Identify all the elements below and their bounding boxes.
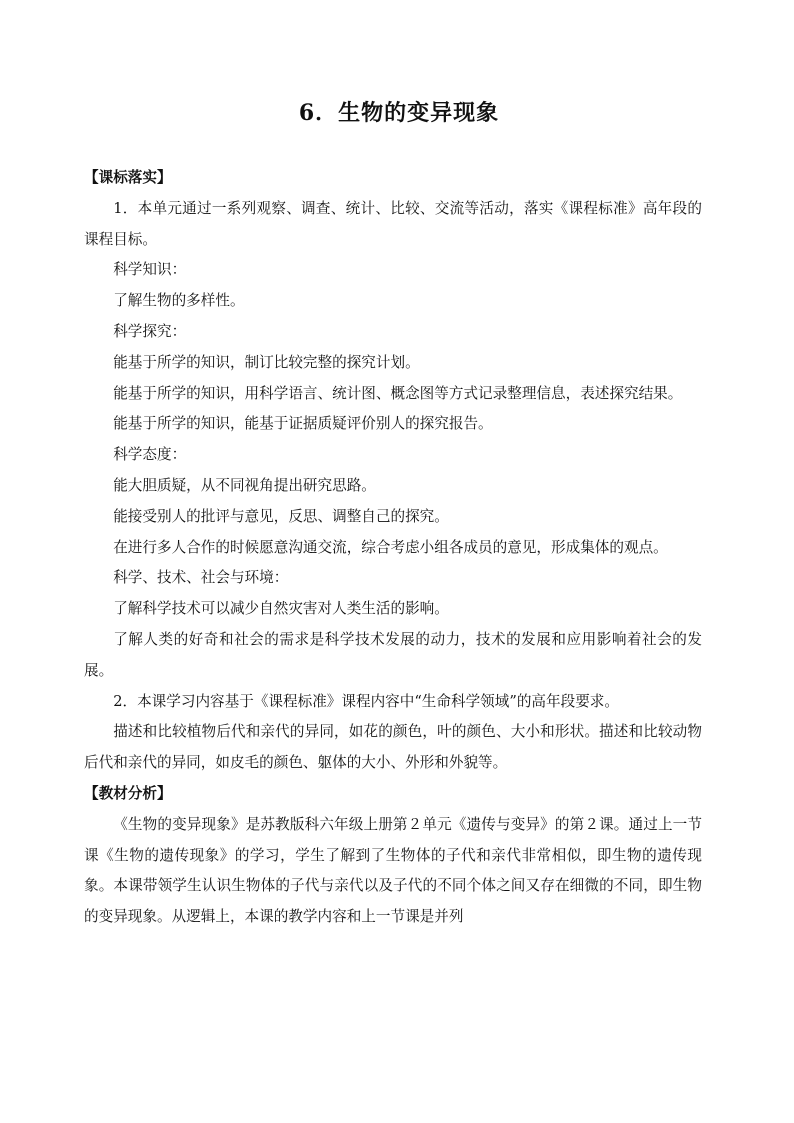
paragraph-sts-1: 了解科学技术可以减少自然灾害对人类生活的影响。 (113, 600, 449, 618)
paragraph-description: 描述和比较植物后代和亲代的异同，如花的颜色，叶的颜色、大小和形状。描述和比较动物后代和亲代的异同，如皮毛的颜色、躯体的大小、外形和外貌等。 (84, 723, 702, 772)
label-science-inquiry: 科学探究： (113, 322, 187, 340)
paragraph-objectives: 1．本单元通过一系列观察、调查、统计、比较、交流等活动，落实《课程标准》高年段的课程目标。 (84, 199, 702, 248)
page-title: 6．生物的变异现象 (298, 100, 500, 126)
section-heading-analysis: 【教材分析】 (84, 784, 172, 802)
paragraph-analysis: 《生物的变异现象》是苏教版科六年级上册第２单元《遗传与变异》的第２课。通过上一节课《生物的遗传现象》的学习，学生了解到了生物体的子代和亲代非常相似，即生物的遗传现象。本课带领学生认识生物体的子代与亲代以及子代的不同个体之间又存在细微的不同，即生物的变异现象。从逻辑上，本课的教学内容和上一节课是并列 (84, 815, 702, 926)
paragraph-attitude-2: 能接受别人的批评与意见，反思、调整自己的探究。 (113, 507, 449, 525)
paragraph-inquiry-1: 能基于所学的知识，制订比较完整的探究计划。 (113, 353, 420, 371)
document-body (84, 163, 702, 933)
paragraph-sts-2: 了解人类的好奇和社会的需求是科学技术发展的动力，技术的发展和应用影响着社会的发展。 (84, 630, 702, 679)
label-science-knowledge: 科学知识： (113, 261, 187, 279)
paragraph-knowledge-1: 了解生物的多样性。 (113, 292, 245, 310)
paragraph-attitude-3: 在进行多人合作的时候愿意沟通交流，综合考虑小组各成员的意见，形成集体的观点。 (113, 538, 668, 556)
paragraph-inquiry-2: 能基于所学的知识，用科学语言、统计图、概念图等方式记录整理信息，表述探究结果。 (113, 384, 683, 402)
section-heading-standards: 【课标落实】 (84, 169, 172, 186)
paragraph-attitude-1: 能大胆质疑，从不同视角提出研究思路。 (113, 476, 376, 494)
paragraph-inquiry-3: 能基于所学的知识，能基于证据质疑评价别人的探究报告。 (113, 415, 493, 433)
label-science-attitude: 科学态度： (113, 446, 187, 464)
label-sts: 科学、技术、社会与环境： (113, 569, 289, 587)
paragraph-content-standard: 2．本课学习内容基于《课程标准》课程内容中“生命科学领域”的高年段要求。 (113, 692, 619, 710)
